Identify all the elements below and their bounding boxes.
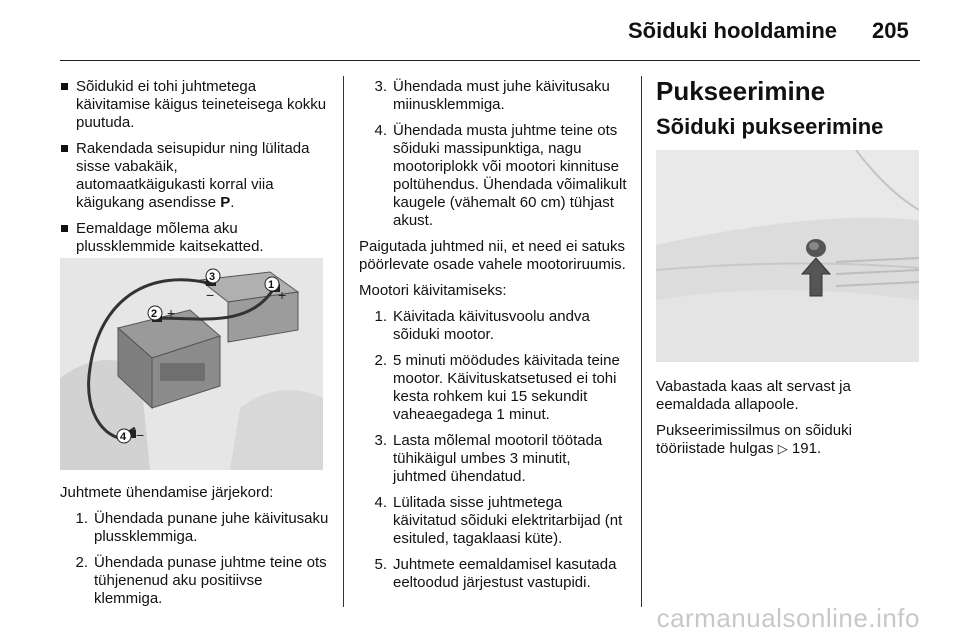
engine-bay-illustration bbox=[60, 258, 323, 470]
step-number: 1. bbox=[374, 308, 387, 325]
svg-text:+: + bbox=[167, 305, 176, 321]
watermark: carmanualsonline.info bbox=[656, 603, 920, 633]
column-1-lower bbox=[60, 484, 330, 616]
bullet-marker bbox=[61, 83, 68, 90]
numbered-step bbox=[367, 308, 627, 344]
cable-placement-paragraph: Paigutada juhtmed nii, et need ei satuks pöörlevate osade vahele mootoriruumis. bbox=[359, 238, 626, 273]
step-number: 4. bbox=[374, 494, 387, 511]
bullet-text: Rakendada seisupidur ning lülitada sisse vabakäik, bbox=[76, 140, 310, 175]
battery-jump-start-figure bbox=[60, 258, 323, 470]
numbered-step bbox=[367, 352, 627, 424]
header-divider bbox=[60, 60, 920, 61]
bullet-marker bbox=[61, 145, 68, 152]
column-divider-1 bbox=[343, 76, 344, 607]
column-3-lower bbox=[656, 378, 918, 466]
figure-callout-3: 3 bbox=[209, 271, 216, 283]
bullet-item bbox=[60, 140, 330, 212]
column-2 bbox=[359, 78, 627, 600]
step-text: Lasta mõlemal mootoril töötada tühikäigul umbes 3 minutit, juhtmed ühendatud. bbox=[393, 432, 603, 485]
bullet-text: Eemaldage mõlema aku plussklemmide kaitsekatted. bbox=[76, 220, 264, 255]
step-text: Käivitada käivitusvoolu andva sõiduki mootor. bbox=[393, 308, 590, 343]
front-bumper-illustration bbox=[656, 150, 919, 362]
page-number: 205 bbox=[872, 18, 909, 43]
numbered-step bbox=[367, 78, 627, 114]
numbered-step bbox=[367, 494, 627, 548]
figure-callout-4: 4 bbox=[120, 431, 127, 443]
step-text: Ühendada punane juhe käivitusaku plussklemmiga. bbox=[94, 510, 329, 545]
step-text: Juhtmete eemaldamisel kasutada eeltoodud järjestust vastupidi. bbox=[393, 556, 617, 591]
bullet-text-continued: automaatkäigukasti korral viia käigukang asendisse bbox=[76, 176, 274, 211]
bumper-cover-figure bbox=[656, 150, 919, 362]
reference-arrow-icon: ▷ bbox=[777, 441, 788, 456]
figure-callout-2: 2 bbox=[151, 308, 158, 320]
page-header-title: Sõiduki hooldamine bbox=[628, 18, 838, 43]
svg-text:−: − bbox=[206, 287, 215, 303]
figure-callout-1: 1 bbox=[268, 279, 275, 291]
page-reference: 191. bbox=[791, 440, 822, 457]
step-text: Ühendada must juhe käivitusaku miinusklemmiga. bbox=[393, 78, 610, 113]
step-text: Lülitada sisse juhtmetega käivitatud sõiduki elektritarbijad (nt esituled, tagaklaasi küte). bbox=[393, 494, 623, 547]
tow-eye-paragraph bbox=[656, 422, 918, 458]
engine-start-intro: Mootori käivitamiseks: bbox=[359, 282, 507, 299]
bullet-text: Sõidukid ei tohi juhtmetega käivitamise käigus teineteisega kokku puutuda. bbox=[76, 78, 327, 131]
numbered-step bbox=[367, 122, 627, 230]
step-text: Ühendada musta juhtme teine ots sõiduki massipunktiga, nagu mootoriplokk või mootori kinnituse poltühendus. Ühendada võimalikult kaugele (vähemalt 60 cm) tühjast akust. bbox=[393, 122, 627, 229]
numbered-step bbox=[68, 510, 330, 546]
step-number: 2. bbox=[374, 352, 387, 369]
gear-position-p: P bbox=[220, 194, 231, 211]
step-text: 5 minuti möödudes käivitada teine mootor. Käivituskatsetused ei tohi kesta rohkem kui 15 sekundit vaheaegadega 1 minut. bbox=[393, 352, 620, 423]
svg-text:−: − bbox=[136, 427, 145, 443]
step-number: 2. bbox=[75, 554, 88, 571]
numbered-step bbox=[367, 432, 627, 486]
numbered-step bbox=[367, 556, 627, 592]
numbered-step bbox=[68, 554, 330, 608]
connection-order-intro: Juhtmete ühendamise järjekord: bbox=[60, 484, 274, 501]
column-3 bbox=[656, 76, 926, 150]
bullet-item bbox=[60, 78, 330, 132]
step-text: Ühendada punase juhtme teine ots tühjenenud aku positiivse klemmiga. bbox=[94, 554, 327, 607]
subsection-heading: Sõiduki pukseerimine bbox=[656, 114, 884, 139]
section-heading: Pukseerimine bbox=[656, 76, 826, 106]
tow-eye-text: Pukseerimissilmus on sõiduki tööriistade hulgas bbox=[656, 422, 852, 457]
step-number: 3. bbox=[374, 432, 387, 449]
step-number: 4. bbox=[374, 122, 387, 139]
bullet-marker bbox=[61, 225, 68, 232]
column-divider-2 bbox=[641, 76, 642, 607]
svg-text:+: + bbox=[278, 287, 287, 303]
step-number: 3. bbox=[374, 78, 387, 95]
cover-removal-paragraph: Vabastada kaas alt servast ja eemaldada allapoole. bbox=[656, 378, 851, 413]
bullet-text-end: . bbox=[230, 194, 235, 211]
step-number: 5. bbox=[374, 556, 387, 573]
column-1 bbox=[60, 78, 330, 264]
step-number: 1. bbox=[75, 510, 88, 527]
bullet-item bbox=[60, 220, 330, 256]
